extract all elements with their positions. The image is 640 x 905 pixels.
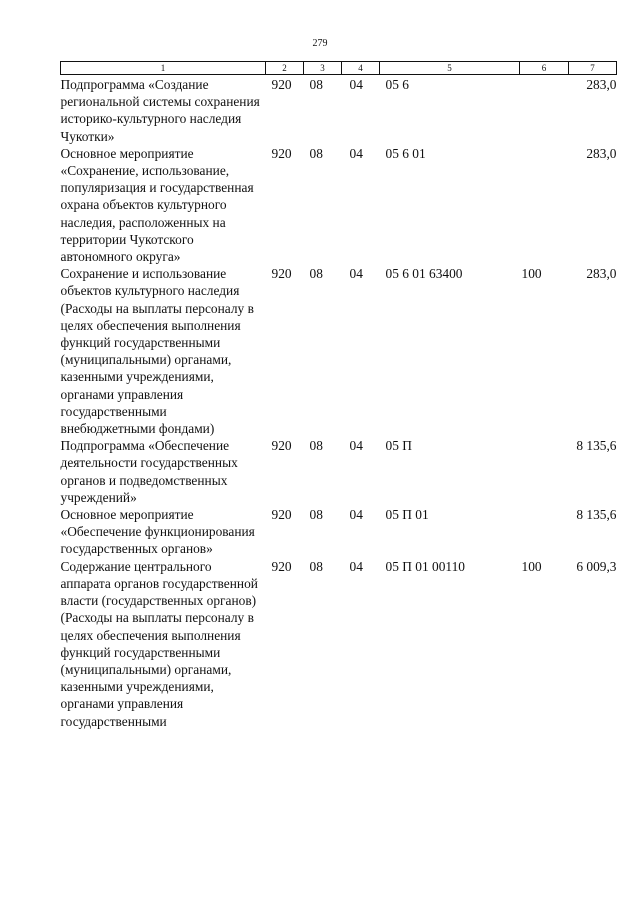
table-row bbox=[61, 506, 617, 558]
column-header-expense-type: 6 bbox=[520, 62, 569, 75]
row-amount: 283,0 bbox=[586, 145, 617, 161]
row-article-code: 05 6 01 63400 bbox=[385, 266, 463, 282]
row-ministry-code: 920 bbox=[271, 558, 292, 574]
row-ministry-code: 920 bbox=[271, 266, 292, 282]
budget-table bbox=[60, 61, 617, 730]
table-row bbox=[61, 558, 617, 730]
row-expense-type bbox=[520, 506, 569, 558]
row-expense-type bbox=[520, 145, 569, 265]
row-ministry-code: 920 bbox=[271, 438, 292, 454]
row-section-code: 08 bbox=[309, 77, 323, 92]
row-subsection-code: 04 bbox=[349, 266, 363, 282]
row-expense-type bbox=[520, 437, 569, 506]
column-header-subsection: 4 bbox=[342, 62, 380, 75]
row-name: Сохранение и использование объектов культурного наследия (Расходы на выплаты персоналу в целях обеспечения выполнения функций государственными (муниципальными) органами, казенными учреждениями, органами управления государственными внебюджетными фондами) bbox=[60, 266, 254, 437]
row-name: Основное мероприятие «Сохранение, использование, популяризация и государственная охрана объектов культурного наследия, расположенных на территории Чукотского автономного округа» bbox=[60, 145, 254, 265]
row-amount: 283,0 bbox=[586, 266, 617, 282]
row-article-code: 05 6 01 bbox=[385, 145, 426, 161]
row-subsection-code: 04 bbox=[349, 77, 363, 92]
row-article-code: 05 6 bbox=[385, 77, 409, 92]
row-article-code: 05 П 01 00110 bbox=[385, 558, 465, 574]
row-name: Подпрограмма «Создание региональной системы сохранения историко-культурного наследия Чукотки» bbox=[60, 77, 260, 144]
header-row bbox=[61, 62, 617, 75]
row-subsection-code: 04 bbox=[349, 558, 363, 574]
column-header-name: 1 bbox=[61, 62, 266, 75]
row-amount: 8 135,6 bbox=[576, 438, 617, 454]
table-row bbox=[61, 75, 617, 145]
row-section-code: 08 bbox=[309, 438, 323, 454]
row-amount: 8 135,6 bbox=[576, 507, 617, 523]
row-amount: 283,0 bbox=[586, 77, 617, 92]
table-row bbox=[61, 437, 617, 506]
row-subsection-code: 04 bbox=[349, 438, 363, 454]
page-number: 279 bbox=[312, 38, 328, 49]
table-row bbox=[61, 265, 617, 437]
row-expense-type: 100 bbox=[521, 558, 542, 574]
row-section-code: 08 bbox=[309, 558, 323, 574]
table-row bbox=[61, 145, 617, 265]
row-section-code: 08 bbox=[309, 145, 323, 161]
column-header-ministry: 2 bbox=[266, 62, 304, 75]
row-subsection-code: 04 bbox=[349, 507, 363, 523]
row-expense-type bbox=[520, 75, 569, 145]
row-name: Подпрограмма «Обеспечение деятельности государственных органов и подведомственных учреждений» bbox=[60, 438, 238, 505]
row-name: Содержание центрального аппарата органов государственной власти (государственных органов) (Расходы на выплаты персоналу в целях обеспечения выполнения функций государственными (муниципальными) органами, казенными учреждениями, органами управления государственными bbox=[60, 558, 258, 729]
row-subsection-code: 04 bbox=[349, 145, 363, 161]
row-amount: 6 009,3 bbox=[576, 558, 617, 574]
row-section-code: 08 bbox=[309, 266, 323, 282]
column-header-article: 5 bbox=[380, 62, 520, 75]
column-header-amount: 7 bbox=[569, 62, 617, 75]
row-article-code: 05 П 01 bbox=[385, 507, 429, 523]
row-ministry-code: 920 bbox=[271, 77, 292, 92]
row-expense-type: 100 bbox=[521, 266, 542, 282]
column-header-section: 3 bbox=[304, 62, 342, 75]
row-article-code: 05 П bbox=[385, 438, 412, 454]
row-ministry-code: 920 bbox=[271, 145, 292, 161]
row-ministry-code: 920 bbox=[271, 507, 292, 523]
row-section-code: 08 bbox=[309, 507, 323, 523]
row-name: Основное мероприятие «Обеспечение функционирования государственных органов» bbox=[60, 507, 255, 557]
